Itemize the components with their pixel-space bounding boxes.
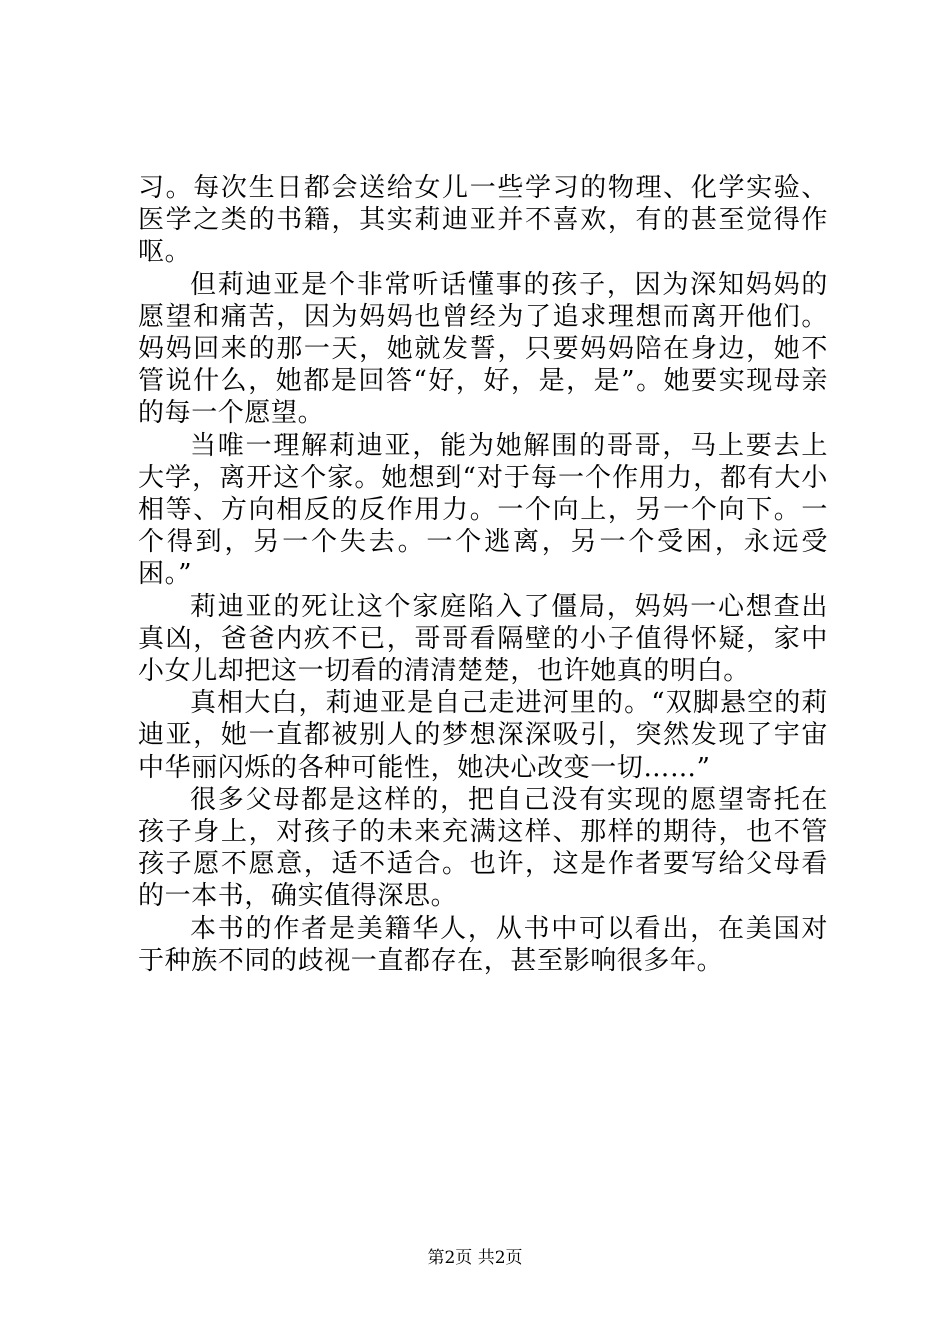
page-footer: 第2页 共2页: [427, 1248, 523, 1268]
paragraph-3: 当唯一理解莉迪亚，能为她解围的哥哥，马上要去上大学，离开这个家。她想到“对于每一个作用力，都有大小相等、方向相反的反作用力。一个向上，另一个向下。一个得到，另一个失去。一个逃离，另一个受困，永远受困。”: [138, 430, 828, 590]
paragraph-2: 但莉迪亚是个非常听话懂事的孩子，因为深知妈妈的愿望和痛苦，因为妈妈也曾经为了追求理想而离开他们。妈妈回来的那一天，她就发誓，只要妈妈陪在身边，她不管说什么，她都是回答“好，好，是，是”。她要实现母亲的每一个愿望。: [138, 269, 828, 429]
paragraph-7: 本书的作者是美籍华人，从书中可以看出，在美国对于种族不同的歧视一直都存在，甚至影响很多年。: [138, 913, 828, 976]
paragraph-4: 莉迪亚的死让这个家庭陷入了僵局，妈妈一心想查出真凶，爸爸内疚不已，哥哥看隔壁的小子值得怀疑，家中小女儿却把这一切看的清清楚楚，也许她真的明白。: [138, 591, 828, 687]
paragraph-6: 很多父母都是这样的，把自己没有实现的愿望寄托在孩子身上，对孩子的未来充满这样、那样的期待，也不管孩子愿不愿意，适不适合。也许，这是作者要写给父母看的一本书，确实值得深思。: [138, 784, 828, 912]
document-body: [138, 172, 828, 977]
paragraph-5: 真相大白，莉迪亚是自己走进河里的。“双脚悬空的莉迪亚，她一直都被别人的梦想深深吸引，突然发现了宇宙中华丽闪烁的各种可能性，她决心改变一切……”: [138, 688, 828, 783]
paragraph-1: 习。每次生日都会送给女儿一些学习的物理、化学实验、医学之类的书籍，其实莉迪亚并不喜欢，有的甚至觉得作呕。: [138, 173, 828, 268]
